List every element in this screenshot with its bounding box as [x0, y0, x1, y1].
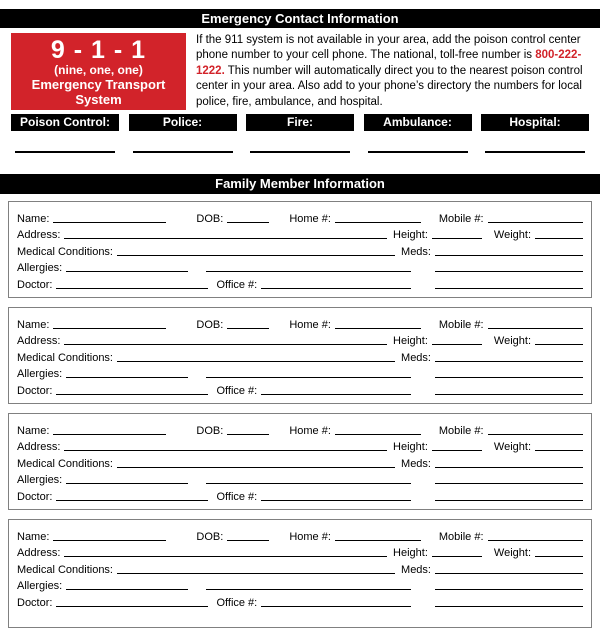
member-row-address [17, 437, 583, 454]
height-label: Height: [393, 547, 428, 560]
dob-blank-line [227, 328, 269, 329]
height-blank-line [432, 450, 482, 451]
allergies-blank-line [66, 377, 188, 378]
contact-blank-line-poison-control [15, 151, 115, 153]
allergies-blank-line [66, 483, 188, 484]
meds-label: Meds: [401, 245, 431, 258]
emergency-contacts-row [11, 114, 589, 131]
medical-conditions-blank-line [117, 361, 395, 362]
mobile-phone-blank-line [488, 540, 583, 541]
meds-blank-line-3 [435, 606, 583, 607]
medical-conditions-blank-line [117, 573, 395, 574]
office-phone-label: Office #: [216, 279, 258, 291]
member-row-address [17, 225, 583, 242]
name-label: Name: [17, 530, 50, 543]
dob-label: DOB: [196, 318, 224, 331]
family-member-list [8, 201, 592, 628]
meds-label: Meds: [401, 351, 431, 364]
office-phone-blank-line [261, 288, 411, 289]
office-phone-label: Office #: [216, 384, 258, 397]
weight-blank-line [535, 450, 583, 451]
address-label: Address: [17, 335, 61, 348]
emergency-code-pronunciation: (nine, one, one) [54, 62, 143, 77]
medical-conditions-label: Medical Conditions: [17, 245, 113, 258]
medical-conditions-label: Medical Conditions: [17, 457, 113, 470]
doctor-blank-line [56, 288, 208, 289]
member-row-name [17, 420, 583, 437]
doctor-label: Doctor: [17, 279, 53, 291]
medical-conditions-label: Medical Conditions: [17, 351, 113, 364]
dob-label: DOB: [196, 212, 224, 225]
weight-blank-line [535, 556, 583, 557]
family-member-block [8, 307, 592, 404]
contact-label-ambulance: Ambulance: [364, 114, 472, 131]
doctor-blank-line [56, 500, 208, 501]
meds-blank-line [435, 573, 583, 574]
emergency-code: 9 - 1 - 1 [50, 35, 147, 64]
meds-blank-line [435, 467, 583, 468]
medical-conditions-label: Medical Conditions: [17, 563, 113, 576]
name-blank-line [53, 540, 166, 541]
doctor-blank-line [56, 394, 208, 395]
address-label: Address: [17, 441, 61, 454]
contact-blank-line-fire [250, 151, 350, 153]
family-member-block [8, 519, 592, 628]
office-phone-blank-line [261, 394, 411, 395]
member-row-address [17, 331, 583, 348]
weight-label: Weight: [493, 547, 531, 560]
home-phone-label: Home #: [289, 318, 331, 331]
home-phone-label: Home #: [289, 530, 331, 543]
weight-blank-line [535, 238, 583, 239]
meds-blank-line-2 [435, 377, 583, 378]
member-row-allergies [17, 576, 583, 593]
office-phone-blank-line [261, 606, 411, 607]
allergies-blank-line-2 [206, 589, 411, 590]
member-row-doctor [17, 274, 583, 291]
doctor-label: Doctor: [17, 490, 53, 503]
meds-blank-line-2 [435, 271, 583, 272]
meds-blank-line-3 [435, 500, 583, 501]
allergies-label: Allergies: [17, 580, 63, 593]
height-label: Height: [393, 335, 428, 348]
office-phone-blank-line [261, 500, 411, 501]
mobile-phone-blank-line [488, 328, 583, 329]
address-blank-line [64, 238, 387, 239]
allergies-blank-line-2 [206, 271, 411, 272]
home-phone-blank-line [335, 328, 421, 329]
weight-blank-line [535, 344, 583, 345]
meds-label: Meds: [401, 563, 431, 576]
medical-conditions-blank-line [117, 255, 395, 256]
allergies-blank-line-2 [206, 483, 411, 484]
home-phone-blank-line [335, 434, 421, 435]
name-label: Name: [17, 212, 50, 225]
height-blank-line [432, 238, 482, 239]
address-blank-line [64, 344, 387, 345]
height-blank-line [432, 344, 482, 345]
meds-blank-line [435, 361, 583, 362]
contact-label-fire: Fire: [246, 114, 354, 131]
mobile-phone-label: Mobile #: [438, 424, 484, 437]
name-blank-line [53, 434, 166, 435]
member-row-medical [17, 241, 583, 258]
meds-blank-line-3 [435, 288, 583, 289]
height-label: Height: [393, 441, 428, 454]
member-row-address [17, 543, 583, 560]
meds-blank-line-2 [435, 483, 583, 484]
emergency-contact-blank-lines [15, 151, 585, 153]
meds-blank-line-3 [435, 394, 583, 395]
weight-label: Weight: [493, 335, 531, 348]
allergies-label: Allergies: [17, 474, 63, 487]
doctor-label: Doctor: [17, 596, 53, 609]
dob-blank-line [227, 434, 269, 435]
mobile-phone-label: Mobile #: [438, 212, 484, 225]
meds-blank-line-2 [435, 589, 583, 590]
allergies-label: Allergies: [17, 262, 63, 275]
allergies-blank-line [66, 589, 188, 590]
instructions-text-before: If the 911 system is not available in your area, add the poison control center phone number to your cell phone. The national, toll-free number is [196, 34, 581, 62]
home-phone-blank-line [335, 222, 421, 223]
family-member-header [0, 174, 600, 194]
weight-label: Weight: [493, 229, 531, 242]
emergency-911-box [11, 33, 186, 110]
member-row-medical [17, 347, 583, 364]
contact-label-police: Police: [129, 114, 237, 131]
family-header-title: Family Member Information [215, 176, 385, 192]
member-row-doctor [17, 380, 583, 397]
member-row-name [17, 314, 583, 331]
emergency-transport-label: Emergency Transport System [31, 76, 166, 107]
allergies-blank-line [66, 271, 188, 272]
address-label: Address: [17, 229, 61, 242]
member-row-name [17, 526, 583, 543]
address-blank-line [64, 556, 387, 557]
member-row-doctor [17, 486, 583, 503]
dob-blank-line [227, 222, 269, 223]
family-member-block [8, 413, 592, 510]
name-blank-line [53, 222, 166, 223]
member-row-allergies [17, 470, 583, 487]
medical-conditions-blank-line [117, 467, 395, 468]
contact-label-poison-control: Poison Control: [11, 114, 119, 131]
meds-blank-line [435, 255, 583, 256]
dob-blank-line [227, 540, 269, 541]
contact-blank-line-police [133, 151, 233, 153]
intro-section [11, 33, 589, 110]
member-row-name [17, 208, 583, 225]
mobile-phone-label: Mobile #: [438, 530, 484, 543]
office-phone-label: Office #: [216, 490, 258, 503]
name-label: Name: [17, 318, 50, 331]
weight-label: Weight: [493, 441, 531, 454]
contact-blank-line-hospital [485, 151, 585, 153]
office-phone-label: Office #: [216, 596, 258, 609]
home-phone-blank-line [335, 540, 421, 541]
instructions-paragraph [196, 33, 589, 110]
name-label: Name: [17, 424, 50, 437]
mobile-phone-blank-line [488, 434, 583, 435]
member-row-allergies [17, 258, 583, 275]
page-title: Emergency Contact Information [201, 11, 399, 26]
contact-blank-line-ambulance [368, 151, 468, 153]
address-label: Address: [17, 547, 61, 560]
contact-label-hospital: Hospital: [481, 114, 589, 131]
dob-label: DOB: [196, 424, 224, 437]
allergies-label: Allergies: [17, 368, 63, 381]
family-member-block [8, 201, 592, 298]
member-row-allergies [17, 364, 583, 381]
meds-label: Meds: [401, 457, 431, 470]
mobile-phone-blank-line [488, 222, 583, 223]
allergies-blank-line-2 [206, 377, 411, 378]
dob-label: DOB: [196, 530, 224, 543]
name-blank-line [53, 328, 166, 329]
mobile-phone-label: Mobile #: [438, 318, 484, 331]
height-label: Height: [393, 229, 428, 242]
emergency-contact-header [0, 9, 600, 28]
doctor-label: Doctor: [17, 384, 53, 397]
home-phone-label: Home #: [289, 424, 331, 437]
height-blank-line [432, 556, 482, 557]
home-phone-label: Home #: [289, 212, 331, 225]
member-row-medical [17, 453, 583, 470]
doctor-blank-line [56, 606, 208, 607]
instructions-text-after: This number will automatically direct you to the nearest poison control center in your area. Also add to your phone’s directory the numbers for local police, fire, ambulance, and hospital. [196, 64, 583, 108]
address-blank-line [64, 450, 387, 451]
member-row-doctor [17, 592, 583, 609]
poison-control-phone-number: 800-222-1222. [196, 49, 582, 77]
member-row-medical [17, 559, 583, 576]
